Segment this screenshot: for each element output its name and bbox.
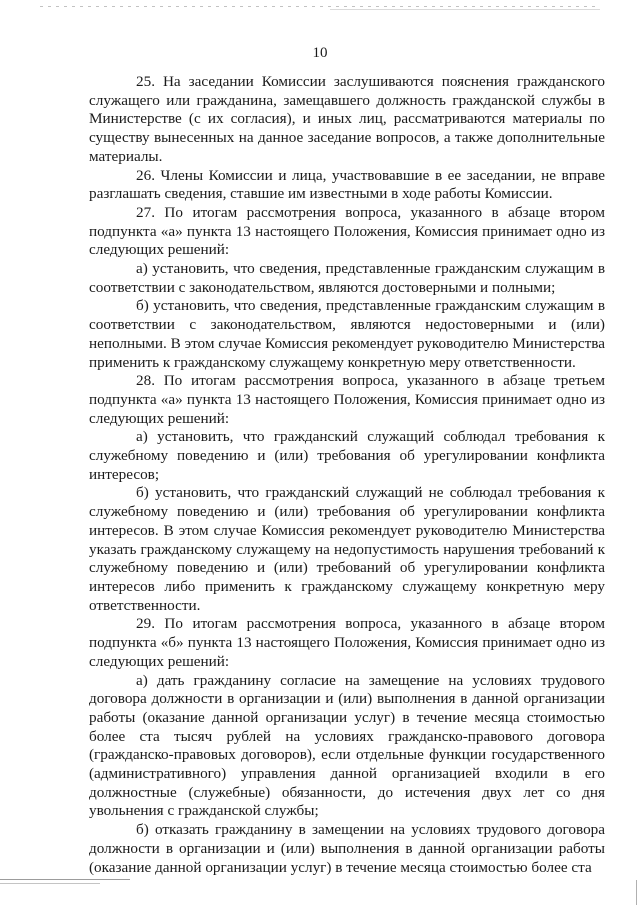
paragraph-28-b: б) установить, что гражданский служащий не соблюдал требования к служебному поведению и (или) требования об урегулировании конфликта интересов. В этом случае Комиссия рекомендует руководителю Министерства указать гражданскому служащему на недопустимость нарушения требований к служебному поведению и (или) требований об урегулировании конфликта интересов либо применить к гражданскому служащему конкретную меру ответственности.: [89, 484, 605, 614]
paragraph-29-a: а) дать гражданину согласие на замещение на условиях трудового договора должности в организации и (или) выполнения в данной организации работы (оказание данной организации услуг) в течение месяца стоимостью более ста тысяч рублей на условиях гражданско-правового договора (гражданско-правовых договоров), если отдельные функции государственного (административного) управления данной организацией входили в его должностные (служебные) обязанности, до истечения двух лет со дня увольнения с гражданской службы;: [89, 671, 605, 820]
paragraph-28: 28. По итогам рассмотрения вопроса, указанного в абзаце третьем подпункта «а» пункта 13 настоящего Положения, Комиссия принимает одно из следующих решений:: [89, 372, 605, 427]
scan-artifact-bottom-secondary: [0, 883, 100, 884]
scan-artifact-top: [40, 6, 600, 7]
page-number: 10: [312, 45, 328, 61]
paragraph-27-b: б) установить, что сведения, представленные гражданским служащим в соответствии с законодательством, являются недостоверными и (или) неполными. В этом случае Комиссия рекомендует руководителю Министерства применить к гражданскому служащему конкретную меру ответственности.: [89, 297, 605, 371]
paragraph-26: 26. Члены Комиссии и лица, участвовавшие в ее заседании, не вправе разглашать сведения, ставшие им известными в ходе работы Комиссии.: [89, 166, 605, 203]
paragraph-28-a: а) установить, что гражданский служащий соблюдал требования к служебному поведению и (или) требования об урегулировании конфликта интересов;: [89, 428, 605, 483]
paragraph-29-b: б) отказать гражданину в замещении на условиях трудового договора должности в организации и (или) выполнения в данной организации работы (оказание данной организации услуг) в течение месяца стоимостью более ста: [89, 821, 605, 876]
scan-artifact-right: [636, 880, 637, 905]
paragraph-29: 29. По итогам рассмотрения вопроса, указанного в абзаце втором подпункта «б» пункта 13 настоящего Положения, Комиссия принимает одно из следующих решений:: [89, 615, 605, 670]
scan-artifact-top-secondary: [330, 9, 600, 10]
paragraph-25: 25. На заседании Комиссии заслушиваются пояснения гражданского служащего или гражданина, замещавшего должность гражданской службы в Министерстве (с их согласия), и иных лиц, рассматриваются материалы по существу вынесенных на данное заседание вопросов, а также дополнительные материалы.: [89, 73, 605, 165]
document-body: [89, 73, 605, 877]
scan-artifact-bottom: [0, 879, 130, 880]
paragraph-27-a: а) установить, что сведения, представленные гражданским служащим в соответствии с законодательством, являются достоверными и полными;: [89, 260, 605, 296]
paragraph-27: 27. По итогам рассмотрения вопроса, указанного в абзаце втором подпункта «а» пункта 13 настоящего Положения, Комиссия принимает одно из следующих решений:: [89, 203, 605, 259]
